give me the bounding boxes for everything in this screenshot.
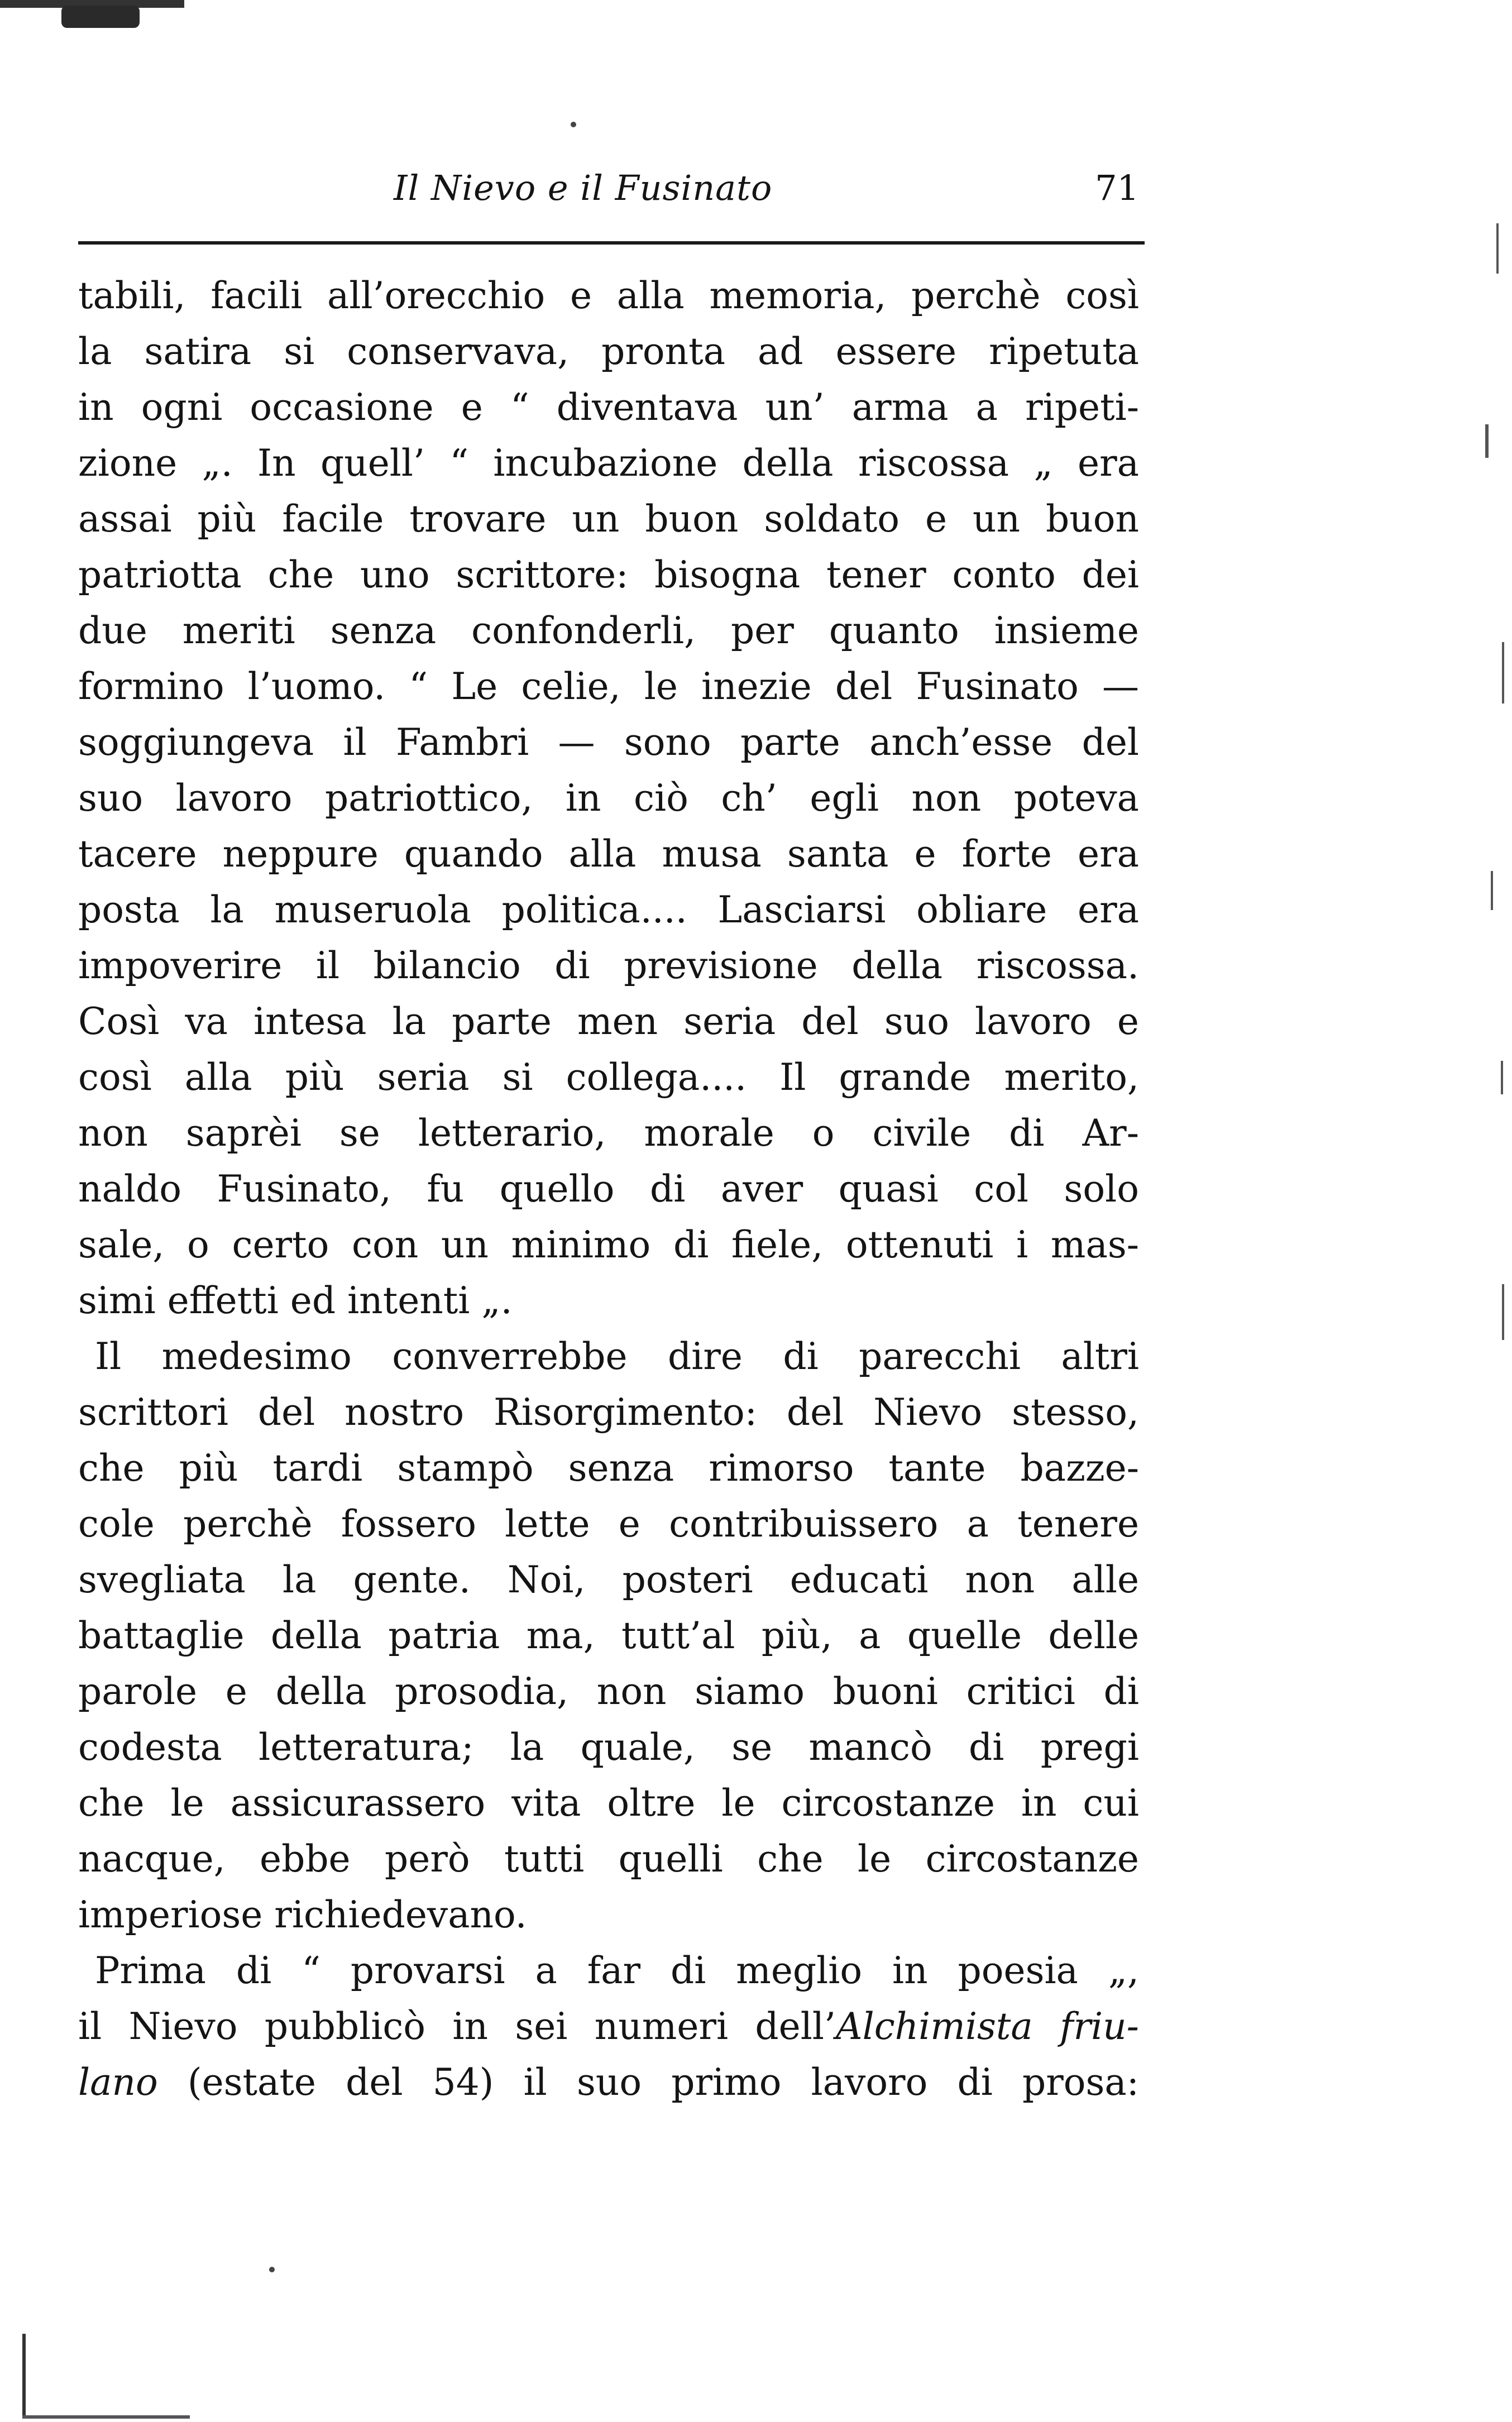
text-line xyxy=(78,1943,1139,1999)
text-line: svegliata la gente. Noi, posteri educati non alle xyxy=(78,1558,1139,1601)
text-line: impoverire il bilancio di previsione della riscossa. xyxy=(78,944,1139,987)
header-rule xyxy=(78,241,1145,245)
text-line: parole e della prosodia, non siamo buoni critici di xyxy=(78,1670,1139,1713)
text-line: nacque, ebbe però tutti quelli che le circostanze xyxy=(78,1837,1139,1880)
text-line: formino l’uomo. “ Le celie, le inezie del Fusinato — xyxy=(78,665,1139,708)
scan-artifact-dot xyxy=(269,2267,275,2272)
text-line: tacere neppure quando alla musa santa e forte era xyxy=(78,832,1139,875)
text-line xyxy=(78,1999,1139,2055)
text-line: cole perchè fossero lette e contribuissero a tenere xyxy=(78,1502,1139,1545)
text-line: due meriti senza confonderli, per quanto insieme xyxy=(78,609,1139,652)
running-title: Il Nievo e il Fusinato xyxy=(394,167,773,208)
text-line: suo lavoro patriottico, in ciò ch’ egli non poteva xyxy=(78,777,1139,820)
paragraph-3 xyxy=(78,1943,1139,2110)
text-run: Prima di “ provarsi a far di meglio in poesia „, xyxy=(95,1949,1139,1992)
text-run: (estate del 54) il suo primo lavoro di prosa: xyxy=(157,2061,1139,2104)
text-line: non saprèi se letterario, morale o civile di Ar- xyxy=(78,1112,1139,1155)
text-line: imperiose richiedevano. xyxy=(78,1893,527,1936)
body-text xyxy=(78,268,1139,2110)
text-line xyxy=(78,2055,1139,2110)
text-line: soggiungeva il Fambri — sono parte anch’esse del xyxy=(78,721,1139,764)
text-line: tabili, facili all’orecchio e alla memoria, perchè così xyxy=(78,274,1139,317)
paragraph-2 xyxy=(78,1329,1139,1943)
text-run: il Nievo pubblicò in sei numeri dell’ xyxy=(78,2005,836,2048)
text-line: scrittori del nostro Risorgimento: del Nievo stesso, xyxy=(78,1391,1139,1434)
text-line: che più tardi stampò senza rimorso tante bazze- xyxy=(78,1447,1139,1490)
text-line: Il medesimo converrebbe dire di parecchi altri xyxy=(95,1335,1139,1378)
text-line: zione „. In quell’ “ incubazione della riscossa „ era xyxy=(78,442,1139,485)
text-line: che le assicurassero vita oltre le circostanze in cui xyxy=(78,1782,1139,1825)
text-line: posta la museruola politica.... Lasciarsi obliare era xyxy=(78,888,1139,931)
text-line: in ogni occasione e “ diventava un’ arma a ripeti- xyxy=(78,386,1139,429)
text-line: simi effetti ed intenti „. xyxy=(78,1279,513,1322)
text-line: naldo Fusinato, fu quello di aver quasi col solo xyxy=(78,1167,1139,1210)
italic-title-run: lano xyxy=(78,2061,158,2104)
text-line: battaglie della patria ma, tutt’al più, a quelle delle xyxy=(78,1614,1139,1657)
scan-artifact-bottom-left xyxy=(22,2415,190,2419)
scan-artifact-top-left-speck xyxy=(61,6,140,28)
page-header xyxy=(78,162,1139,229)
text-line: patriotta che uno scrittore: bisogna tener conto dei xyxy=(78,553,1139,596)
text-line: la satira si conservava, pronta ad essere ripetuta xyxy=(78,330,1139,373)
scan-artifact-dot xyxy=(571,122,576,127)
text-line: così alla più seria si collega.... Il grande merito, xyxy=(78,1056,1139,1099)
text-line: assai più facile trovare un buon soldato e un buon xyxy=(78,497,1139,540)
paragraph-1 xyxy=(78,268,1139,1329)
text-line: Così va intesa la parte men seria del suo lavoro e xyxy=(78,1000,1139,1043)
italic-title-run: Alchimista friu- xyxy=(835,2005,1139,2048)
text-line: codesta letteratura; la quale, se mancò di pregi xyxy=(78,1726,1139,1769)
text-line: sale, o certo con un minimo di fiele, ottenuti i mas- xyxy=(78,1223,1139,1266)
page-number: 71 xyxy=(1095,167,1139,208)
scan-artifact-bottom-left xyxy=(22,2334,26,2418)
